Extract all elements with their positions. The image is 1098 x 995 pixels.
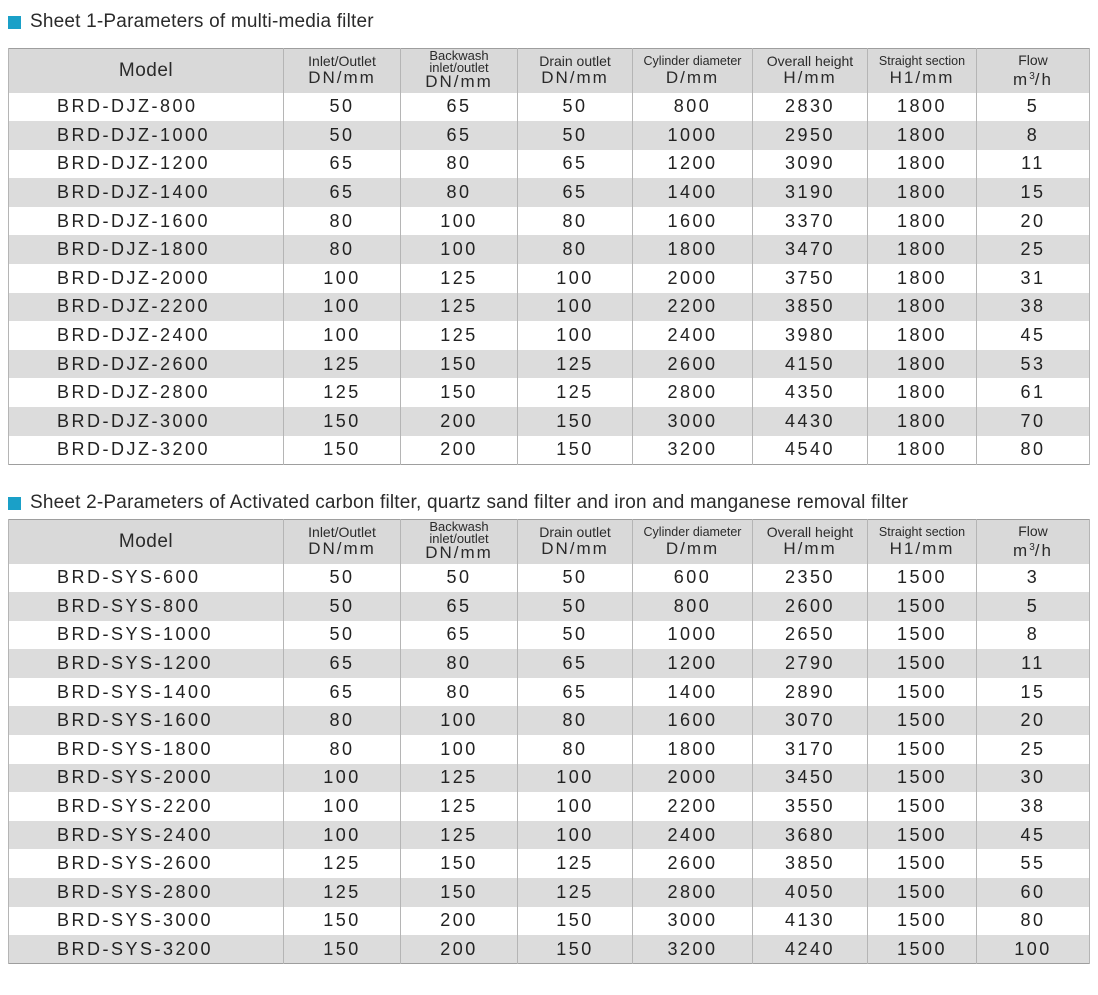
cell-cylinder-diameter: 600 [633, 564, 753, 593]
cell-inlet-outlet: 65 [284, 178, 401, 207]
cell-overall-height: 2650 [753, 621, 868, 650]
table-row [9, 150, 1090, 179]
cell-overall-height: 3370 [753, 207, 868, 236]
table-row [9, 621, 1090, 650]
cell-overall-height: 2600 [753, 592, 868, 621]
cell-inlet-outlet: 50 [284, 121, 401, 150]
header-flow: Flow $m^3/h$ [977, 520, 1090, 564]
cell-straight-section: 1800 [868, 235, 977, 264]
header-straight-section: Straight section H1/mm [868, 49, 977, 93]
cell-model: BRD-DJZ-3200 [9, 436, 284, 465]
cell-cylinder-diameter: 2200 [633, 293, 753, 322]
cell-inlet-outlet: 80 [284, 706, 401, 735]
cell-flow: 45 [977, 821, 1090, 850]
cell-straight-section: 1800 [868, 293, 977, 322]
cell-overall-height: 2790 [753, 649, 868, 678]
cell-model: BRD-DJZ-2800 [9, 378, 284, 407]
cell-model: BRD-DJZ-2400 [9, 321, 284, 350]
cell-model: BRD-SYS-1800 [9, 735, 284, 764]
cell-drain-outlet: 65 [518, 649, 633, 678]
cell-overall-height: 3750 [753, 264, 868, 293]
cell-flow: 11 [977, 649, 1090, 678]
cell-model: BRD-DJZ-1000 [9, 121, 284, 150]
cell-inlet-outlet: 125 [284, 849, 401, 878]
cell-drain-outlet: 80 [518, 235, 633, 264]
table-row [9, 706, 1090, 735]
cell-cylinder-diameter: 2800 [633, 378, 753, 407]
cell-straight-section: 1500 [868, 764, 977, 793]
cell-inlet-outlet: 80 [284, 735, 401, 764]
sheet1-table-body [9, 93, 1090, 465]
cell-drain-outlet: 65 [518, 678, 633, 707]
cell-cylinder-diameter: 1000 [633, 621, 753, 650]
cell-backwash: 50 [401, 564, 518, 593]
sheet2-title-text: Sheet 2-Parameters of Activated carbon filter, quartz sand filter and iron and manganese removal filter [30, 492, 909, 513]
cell-overall-height: 3070 [753, 706, 868, 735]
cell-flow: 20 [977, 706, 1090, 735]
cell-cylinder-diameter: 2200 [633, 792, 753, 821]
cell-drain-outlet: 80 [518, 207, 633, 236]
table-row [9, 564, 1090, 593]
cell-model: BRD-SYS-2600 [9, 849, 284, 878]
sheet2-table [8, 519, 1090, 964]
cell-drain-outlet: 150 [518, 907, 633, 936]
cell-flow: 8 [977, 121, 1090, 150]
cell-straight-section: 1500 [868, 678, 977, 707]
cell-model: BRD-DJZ-1600 [9, 207, 284, 236]
cell-straight-section: 1500 [868, 821, 977, 850]
cell-drain-outlet: 150 [518, 407, 633, 436]
cell-drain-outlet: 100 [518, 792, 633, 821]
sheet1-title-text: Sheet 1-Parameters of multi-media filter [30, 11, 374, 32]
cell-inlet-outlet: 50 [284, 564, 401, 593]
cell-flow: 5 [977, 93, 1090, 122]
header-backwash: Backwash inlet/outlet DN/mm [401, 49, 518, 93]
cell-inlet-outlet: 150 [284, 436, 401, 465]
table-row [9, 907, 1090, 936]
sheet-marker-icon [8, 497, 21, 510]
cell-straight-section: 1800 [868, 121, 977, 150]
cell-flow: 70 [977, 407, 1090, 436]
cell-model: BRD-DJZ-2600 [9, 350, 284, 379]
cell-straight-section: 1500 [868, 735, 977, 764]
cell-flow: 15 [977, 178, 1090, 207]
cell-drain-outlet: 50 [518, 564, 633, 593]
cell-flow: 5 [977, 592, 1090, 621]
header-drain-outlet: Drain outlet DN/mm [518, 49, 633, 93]
cell-model: BRD-SYS-800 [9, 592, 284, 621]
cell-cylinder-diameter: 1200 [633, 150, 753, 179]
cell-overall-height: 3680 [753, 821, 868, 850]
cell-flow: 8 [977, 621, 1090, 650]
cell-overall-height: 3090 [753, 150, 868, 179]
cell-overall-height: 2890 [753, 678, 868, 707]
cell-overall-height: 3190 [753, 178, 868, 207]
sheet1-table [8, 48, 1090, 465]
cell-cylinder-diameter: 2400 [633, 821, 753, 850]
cell-inlet-outlet: 50 [284, 621, 401, 650]
cell-cylinder-diameter: 3200 [633, 436, 753, 465]
cell-inlet-outlet: 125 [284, 378, 401, 407]
cell-overall-height: 3550 [753, 792, 868, 821]
cell-inlet-outlet: 150 [284, 935, 401, 964]
cell-cylinder-diameter: 1400 [633, 678, 753, 707]
cell-model: BRD-DJZ-800 [9, 93, 284, 122]
cell-model: BRD-DJZ-1800 [9, 235, 284, 264]
cell-flow: 30 [977, 764, 1090, 793]
cell-backwash: 150 [401, 878, 518, 907]
cell-model: BRD-SYS-3000 [9, 907, 284, 936]
cell-backwash: 200 [401, 907, 518, 936]
cell-backwash: 150 [401, 849, 518, 878]
cell-cylinder-diameter: 2600 [633, 350, 753, 379]
header-overall-height: Overall height H/mm [753, 520, 868, 564]
cell-backwash: 125 [401, 821, 518, 850]
cell-overall-height: 3850 [753, 293, 868, 322]
cell-cylinder-diameter: 2600 [633, 849, 753, 878]
cell-drain-outlet: 50 [518, 592, 633, 621]
cell-backwash: 100 [401, 207, 518, 236]
cell-backwash: 125 [401, 264, 518, 293]
cell-inlet-outlet: 50 [284, 592, 401, 621]
header-model: Model [9, 49, 284, 93]
cell-flow: 11 [977, 150, 1090, 179]
cell-cylinder-diameter: 800 [633, 93, 753, 122]
cell-drain-outlet: 100 [518, 264, 633, 293]
header-drain-outlet: Drain outlet DN/mm [518, 520, 633, 564]
cell-straight-section: 1800 [868, 178, 977, 207]
table-row [9, 678, 1090, 707]
cell-overall-height: 2830 [753, 93, 868, 122]
cell-straight-section: 1500 [868, 564, 977, 593]
cell-backwash: 200 [401, 935, 518, 964]
cell-inlet-outlet: 150 [284, 907, 401, 936]
cell-straight-section: 1500 [868, 706, 977, 735]
cell-flow: 25 [977, 735, 1090, 764]
cell-overall-height: 4540 [753, 436, 868, 465]
table-row [9, 321, 1090, 350]
cell-cylinder-diameter: 1600 [633, 706, 753, 735]
cell-inlet-outlet: 100 [284, 764, 401, 793]
cell-straight-section: 1800 [868, 150, 977, 179]
table-row [9, 293, 1090, 322]
cell-backwash: 150 [401, 378, 518, 407]
cell-flow: 38 [977, 293, 1090, 322]
table-row [9, 207, 1090, 236]
table-row [9, 378, 1090, 407]
cell-overall-height: 2350 [753, 564, 868, 593]
cell-straight-section: 1500 [868, 907, 977, 936]
cell-drain-outlet: 125 [518, 849, 633, 878]
cell-backwash: 100 [401, 235, 518, 264]
table-row [9, 121, 1090, 150]
sheet2-title [8, 491, 908, 515]
table-row [9, 436, 1090, 465]
table-row [9, 878, 1090, 907]
header-inlet-outlet: Inlet/Outlet DN/mm [284, 520, 401, 564]
cell-overall-height: 4150 [753, 350, 868, 379]
header-cylinder-diameter: Cylinder diameter D/mm [633, 49, 753, 93]
cell-straight-section: 1800 [868, 264, 977, 293]
cell-model: BRD-DJZ-2200 [9, 293, 284, 322]
cell-straight-section: 1800 [868, 436, 977, 465]
cell-drain-outlet: 150 [518, 935, 633, 964]
table-row [9, 592, 1090, 621]
cell-flow: 3 [977, 564, 1090, 593]
cell-backwash: 200 [401, 407, 518, 436]
cell-backwash: 150 [401, 350, 518, 379]
cell-inlet-outlet: 80 [284, 235, 401, 264]
cell-drain-outlet: 65 [518, 178, 633, 207]
cell-cylinder-diameter: 2400 [633, 321, 753, 350]
sheet2-table-body [9, 564, 1090, 964]
cell-inlet-outlet: 100 [284, 293, 401, 322]
header-model: Model [9, 520, 284, 564]
cell-flow: 60 [977, 878, 1090, 907]
cell-backwash: 65 [401, 592, 518, 621]
table-row [9, 792, 1090, 821]
cell-drain-outlet: 125 [518, 378, 633, 407]
header-overall-height: Overall height H/mm [753, 49, 868, 93]
cell-overall-height: 3450 [753, 764, 868, 793]
cell-model: BRD-SYS-2800 [9, 878, 284, 907]
cell-overall-height: 4430 [753, 407, 868, 436]
cell-straight-section: 1500 [868, 621, 977, 650]
cell-flow: 45 [977, 321, 1090, 350]
cell-inlet-outlet: 100 [284, 321, 401, 350]
cell-inlet-outlet: 125 [284, 350, 401, 379]
cell-cylinder-diameter: 2000 [633, 264, 753, 293]
cell-inlet-outlet: 125 [284, 878, 401, 907]
cell-cylinder-diameter: 1800 [633, 735, 753, 764]
cell-cylinder-diameter: 3000 [633, 407, 753, 436]
cell-straight-section: 1500 [868, 649, 977, 678]
header-inlet-outlet: Inlet/Outlet DN/mm [284, 49, 401, 93]
cell-flow: 15 [977, 678, 1090, 707]
cell-cylinder-diameter: 1800 [633, 235, 753, 264]
table-row [9, 735, 1090, 764]
cell-straight-section: 1500 [868, 878, 977, 907]
cell-model: BRD-DJZ-1200 [9, 150, 284, 179]
table-row [9, 935, 1090, 964]
cell-model: BRD-DJZ-1400 [9, 178, 284, 207]
cell-straight-section: 1500 [868, 592, 977, 621]
cell-cylinder-diameter: 2800 [633, 878, 753, 907]
table-row [9, 93, 1090, 122]
table-row [9, 264, 1090, 293]
cell-model: BRD-SYS-2000 [9, 764, 284, 793]
cell-backwash: 80 [401, 678, 518, 707]
cell-straight-section: 1800 [868, 350, 977, 379]
cell-drain-outlet: 65 [518, 150, 633, 179]
cell-inlet-outlet: 50 [284, 93, 401, 122]
cell-drain-outlet: 150 [518, 436, 633, 465]
table-row [9, 649, 1090, 678]
table-row [9, 350, 1090, 379]
cell-straight-section: 1500 [868, 935, 977, 964]
sheet1-title [8, 10, 374, 34]
cell-straight-section: 1500 [868, 792, 977, 821]
cell-inlet-outlet: 100 [284, 792, 401, 821]
cell-straight-section: 1800 [868, 93, 977, 122]
cell-straight-section: 1800 [868, 207, 977, 236]
cell-inlet-outlet: 150 [284, 407, 401, 436]
cell-straight-section: 1800 [868, 407, 977, 436]
table-header-row [9, 520, 1090, 564]
cell-straight-section: 1800 [868, 321, 977, 350]
cell-cylinder-diameter: 800 [633, 592, 753, 621]
cell-inlet-outlet: 65 [284, 678, 401, 707]
cell-backwash: 100 [401, 735, 518, 764]
cell-overall-height: 3470 [753, 235, 868, 264]
cell-backwash: 65 [401, 621, 518, 650]
cell-flow: 31 [977, 264, 1090, 293]
cell-flow: 80 [977, 907, 1090, 936]
header-cylinder-diameter: Cylinder diameter D/mm [633, 520, 753, 564]
cell-backwash: 125 [401, 321, 518, 350]
table-row [9, 407, 1090, 436]
cell-model: BRD-SYS-1400 [9, 678, 284, 707]
table-row [9, 849, 1090, 878]
cell-cylinder-diameter: 1600 [633, 207, 753, 236]
cell-drain-outlet: 100 [518, 764, 633, 793]
cell-overall-height: 3170 [753, 735, 868, 764]
cell-flow: 20 [977, 207, 1090, 236]
header-backwash: Backwash inlet/outlet DN/mm [401, 520, 518, 564]
cell-model: BRD-SYS-1200 [9, 649, 284, 678]
cell-inlet-outlet: 65 [284, 150, 401, 179]
cell-cylinder-diameter: 1200 [633, 649, 753, 678]
cell-flow: 53 [977, 350, 1090, 379]
cell-cylinder-diameter: 3200 [633, 935, 753, 964]
cell-inlet-outlet: 80 [284, 207, 401, 236]
cell-inlet-outlet: 65 [284, 649, 401, 678]
cell-model: BRD-SYS-1000 [9, 621, 284, 650]
cell-overall-height: 3850 [753, 849, 868, 878]
cell-backwash: 200 [401, 436, 518, 465]
cell-drain-outlet: 100 [518, 821, 633, 850]
cell-drain-outlet: 125 [518, 350, 633, 379]
cell-overall-height: 4050 [753, 878, 868, 907]
cell-flow: 55 [977, 849, 1090, 878]
cell-flow: 61 [977, 378, 1090, 407]
cell-straight-section: 1500 [868, 849, 977, 878]
cell-backwash: 125 [401, 764, 518, 793]
cell-model: BRD-DJZ-2000 [9, 264, 284, 293]
header-straight-section: Straight section H1/mm [868, 520, 977, 564]
cell-drain-outlet: 80 [518, 706, 633, 735]
cell-inlet-outlet: 100 [284, 264, 401, 293]
table-row [9, 821, 1090, 850]
cell-cylinder-diameter: 2000 [633, 764, 753, 793]
cell-cylinder-diameter: 1400 [633, 178, 753, 207]
cell-backwash: 80 [401, 178, 518, 207]
cell-model: BRD-SYS-3200 [9, 935, 284, 964]
cell-overall-height: 4130 [753, 907, 868, 936]
cell-backwash: 65 [401, 93, 518, 122]
cell-model: BRD-DJZ-3000 [9, 407, 284, 436]
table-header-row [9, 49, 1090, 93]
table-row [9, 235, 1090, 264]
cell-overall-height: 4350 [753, 378, 868, 407]
cell-backwash: 80 [401, 649, 518, 678]
table-row [9, 178, 1090, 207]
cell-flow: 100 [977, 935, 1090, 964]
cell-flow: 80 [977, 436, 1090, 465]
cell-flow: 38 [977, 792, 1090, 821]
cell-flow: 25 [977, 235, 1090, 264]
cell-overall-height: 3980 [753, 321, 868, 350]
cell-overall-height: 2950 [753, 121, 868, 150]
cell-model: BRD-SYS-2400 [9, 821, 284, 850]
cell-overall-height: 4240 [753, 935, 868, 964]
cell-drain-outlet: 50 [518, 621, 633, 650]
cell-backwash: 100 [401, 706, 518, 735]
cell-drain-outlet: 100 [518, 293, 633, 322]
cell-drain-outlet: 50 [518, 93, 633, 122]
cell-inlet-outlet: 100 [284, 821, 401, 850]
cell-model: BRD-SYS-600 [9, 564, 284, 593]
cell-backwash: 65 [401, 121, 518, 150]
cell-drain-outlet: 50 [518, 121, 633, 150]
table-row [9, 764, 1090, 793]
cell-backwash: 80 [401, 150, 518, 179]
cell-backwash: 125 [401, 293, 518, 322]
cell-drain-outlet: 80 [518, 735, 633, 764]
cell-backwash: 125 [401, 792, 518, 821]
cell-model: BRD-SYS-2200 [9, 792, 284, 821]
sheet-marker-icon [8, 16, 21, 29]
cell-drain-outlet: 100 [518, 321, 633, 350]
cell-straight-section: 1800 [868, 378, 977, 407]
cell-cylinder-diameter: 1000 [633, 121, 753, 150]
header-flow: Flow $m^3/h$ [977, 49, 1090, 93]
cell-drain-outlet: 125 [518, 878, 633, 907]
cell-cylinder-diameter: 3000 [633, 907, 753, 936]
cell-model: BRD-SYS-1600 [9, 706, 284, 735]
